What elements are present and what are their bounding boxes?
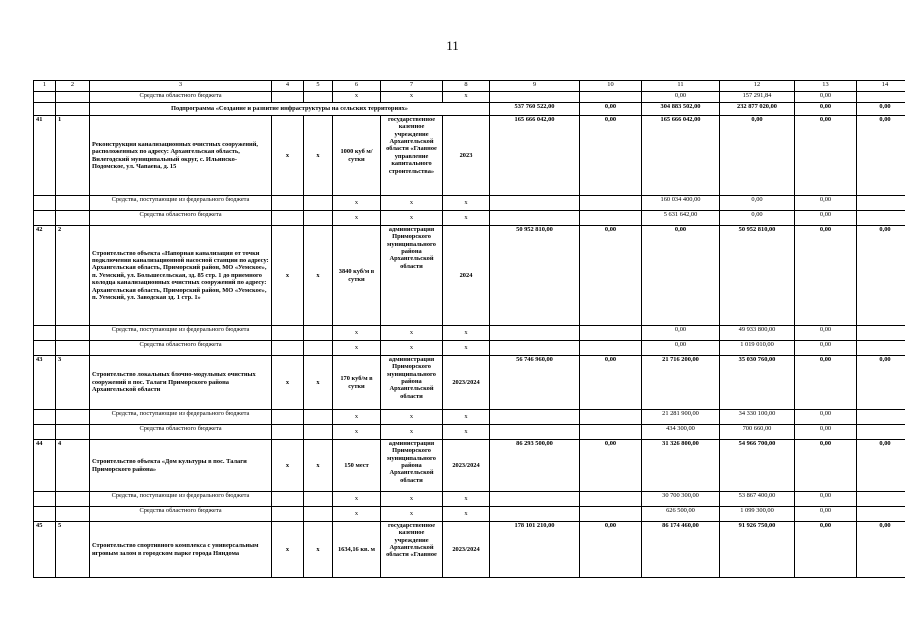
funding-row [34,425,905,440]
cell: 0,00 [720,116,795,196]
cell: x [333,211,381,226]
project-year: 2023/2024 [443,440,490,492]
project-row [34,356,905,410]
project-title: Строительство объекта «Дом культуры в пос. Талаги Приморского района» [90,440,272,492]
cell: x [381,326,443,341]
project-subnumber: 4 [56,440,90,492]
project-capacity: 1634,16 кв. м [333,522,381,578]
cell: 0,00 [580,103,642,116]
cell [304,341,333,356]
funding-label: Средства областного бюджета [90,92,272,103]
funding-row [34,211,905,226]
cell: 49 933 800,00 [720,326,795,341]
cell: 0,00 [857,356,905,410]
header-row [34,81,905,92]
funding-row [34,196,905,211]
cell: 0,00 [580,522,642,578]
cell: x [304,116,333,196]
col-header: 12 [720,81,795,92]
project-customer: администрация Приморского муниципального района Архангельской области [381,356,443,410]
cell [857,326,905,341]
cell: x [381,196,443,211]
cell [34,211,56,226]
col-header: 9 [490,81,580,92]
cell: 54 966 700,00 [720,440,795,492]
cell: x [333,341,381,356]
project-row [34,226,905,326]
cell: x [443,341,490,356]
project-title: Строительство локальных блочно-модульных очистных сооружений в пос. Талаги Приморского района Архангельской области [90,356,272,410]
cell [56,196,90,211]
cell: 537 760 522,00 [490,103,580,116]
cell: x [381,410,443,425]
cell [490,425,580,440]
cell: x [333,326,381,341]
project-subnumber: 3 [56,356,90,410]
cell [272,425,304,440]
cell: 165 666 042,00 [642,116,720,196]
cell [34,196,56,211]
cell: 0,00 [580,356,642,410]
cell: 21 716 200,00 [642,356,720,410]
project-number: 42 [34,226,56,326]
col-header: 8 [443,81,490,92]
cell: x [304,356,333,410]
funding-label: Средства, поступающие из федерального бюджета [90,410,272,425]
cell: 0,00 [720,211,795,226]
cell: x [443,326,490,341]
cell [580,410,642,425]
cell: x [443,425,490,440]
cell: 0,00 [795,116,857,196]
cell: x [381,92,443,103]
cell: 0,00 [795,410,857,425]
cell: 50 952 810,00 [490,226,580,326]
project-subnumber: 1 [56,116,90,196]
funding-row [34,326,905,341]
col-header: 14 [857,81,905,92]
col-header: 3 [90,81,272,92]
cell [272,326,304,341]
cell: 0,00 [580,226,642,326]
cell: 626 500,00 [642,507,720,522]
col-header: 1 [34,81,56,92]
cell: x [381,341,443,356]
cell [490,507,580,522]
cell [580,492,642,507]
cell [272,211,304,226]
cell [56,211,90,226]
funding-row [34,507,905,522]
cell: 0,00 [642,341,720,356]
cell: 0,00 [857,226,905,326]
cell: 0,00 [857,440,905,492]
cell [272,507,304,522]
project-customer: администрация Приморского муниципального района Архангельской области [381,226,443,326]
funding-row [34,92,905,103]
subprogram-row [34,103,905,116]
cell [304,507,333,522]
cell [857,492,905,507]
cell: 0,00 [642,226,720,326]
cell: 0,00 [795,507,857,522]
cell: 0,00 [857,103,905,116]
cell: 86 293 500,00 [490,440,580,492]
cell: 700 660,00 [720,425,795,440]
cell: x [304,226,333,326]
cell: 160 034 400,00 [642,196,720,211]
project-capacity: 170 куб/м в сутки [333,356,381,410]
project-number: 45 [34,522,56,578]
cell: 1 019 010,00 [720,341,795,356]
cell: 0,00 [795,425,857,440]
cell [56,425,90,440]
project-title: Реконструкция канализационных очистных сооружений, расположенных по адресу: Архангельская область, Вилегодский муниципальный округ, с. Ильинско-Подомское, ул. Чапаева, д. 15 [90,116,272,196]
cell [34,507,56,522]
cell: x [381,425,443,440]
cell [34,326,56,341]
cell: x [443,211,490,226]
cell [580,341,642,356]
cell [272,196,304,211]
funding-label: Средства, поступающие из федерального бюджета [90,196,272,211]
col-header: 10 [580,81,642,92]
cell: 0,00 [795,326,857,341]
cell [272,492,304,507]
cell: 0,00 [795,356,857,410]
cell [857,211,905,226]
cell: x [304,522,333,578]
cell: 86 174 460,00 [642,522,720,578]
cell: x [304,440,333,492]
cell [56,410,90,425]
funding-label: Средства, поступающие из федерального бюджета [90,492,272,507]
funding-label: Средства областного бюджета [90,425,272,440]
project-customer: администрация Приморского муниципального района Архангельской области [381,440,443,492]
cell: x [443,507,490,522]
cell: 0,00 [720,196,795,211]
cell: 53 867 400,00 [720,492,795,507]
cell: x [333,410,381,425]
cell [580,425,642,440]
funding-label: Средства областного бюджета [90,211,272,226]
cell: x [272,522,304,578]
cell: x [443,196,490,211]
cell [56,507,90,522]
funding-label: Средства областного бюджета [90,341,272,356]
cell [490,196,580,211]
col-header: 11 [642,81,720,92]
project-year: 2024 [443,226,490,326]
project-year: 2023/2024 [443,356,490,410]
cell [304,425,333,440]
cell: 0,00 [580,440,642,492]
project-customer: государственное казенное учреждение Архангельской области «Главное управление капитального строительства» [381,116,443,196]
cell: x [272,226,304,326]
cell: x [443,492,490,507]
cell: 50 952 810,00 [720,226,795,326]
cell [490,410,580,425]
cell: 1 099 300,00 [720,507,795,522]
col-header: 6 [333,81,381,92]
funding-row [34,341,905,356]
cell: 56 746 960,00 [490,356,580,410]
cell: 91 926 750,00 [720,522,795,578]
col-header: 7 [381,81,443,92]
funding-label: Средства областного бюджета [90,507,272,522]
col-header: 4 [272,81,304,92]
cell: x [333,196,381,211]
funding-label: Средства, поступающие из федерального бюджета [90,326,272,341]
col-header: 5 [304,81,333,92]
cell [490,492,580,507]
cell [857,425,905,440]
project-number: 41 [34,116,56,196]
cell: 0,00 [795,92,857,103]
cell [56,326,90,341]
cell: 157 291,84 [720,92,795,103]
col-header: 13 [795,81,857,92]
cell: 0,00 [642,326,720,341]
cell [857,341,905,356]
cell [304,410,333,425]
cell: 0,00 [795,103,857,116]
project-capacity: 150 мест [333,440,381,492]
project-number: 44 [34,440,56,492]
cell: 31 326 800,00 [642,440,720,492]
program-table [33,80,905,578]
cell: 34 330 100,00 [720,410,795,425]
cell [304,196,333,211]
cell: x [272,356,304,410]
project-capacity: 3840 куб/м в сутки [333,226,381,326]
project-subnumber: 5 [56,522,90,578]
cell [56,341,90,356]
cell [490,211,580,226]
cell: 0,00 [580,116,642,196]
cell [580,211,642,226]
project-subnumber: 2 [56,226,90,326]
funding-row [34,492,905,507]
cell: 0,00 [795,341,857,356]
cell: 35 030 760,00 [720,356,795,410]
cell: 0,00 [795,211,857,226]
cell: 0,00 [795,226,857,326]
cell [857,507,905,522]
project-capacity: 1000 куб м/сутки [333,116,381,196]
cell: x [381,507,443,522]
cell [304,492,333,507]
cell: 0,00 [795,522,857,578]
cell [304,326,333,341]
cell: 165 666 042,00 [490,116,580,196]
cell: x [381,211,443,226]
cell [580,507,642,522]
subprogram-title: Подпрограмма «Создание и развитие инфраструктуры на сельских территориях» [90,103,490,116]
cell [272,410,304,425]
cell [34,492,56,507]
cell [580,196,642,211]
cell: 0,00 [642,92,720,103]
cell: 21 281 900,00 [642,410,720,425]
project-row [34,116,905,196]
cell: 434 300,00 [642,425,720,440]
cell [490,326,580,341]
cell [272,341,304,356]
cell: x [381,492,443,507]
cell: x [333,507,381,522]
cell [304,211,333,226]
project-year: 2023 [443,116,490,196]
cell [857,410,905,425]
cell: 5 631 642,00 [642,211,720,226]
cell: x [333,492,381,507]
cell: 232 877 020,00 [720,103,795,116]
cell: x [272,440,304,492]
cell: 30 700 300,00 [642,492,720,507]
cell [857,196,905,211]
cell [580,326,642,341]
page-number: 11 [446,38,459,53]
project-title: Строительство спортивного комплекса с универсальным игровым залом в городском парке города Няндома [90,522,272,578]
project-row [34,440,905,492]
cell: 0,00 [795,492,857,507]
cell [490,341,580,356]
cell: 0,00 [795,440,857,492]
cell: x [333,92,381,103]
cell: 0,00 [857,116,905,196]
cell [34,410,56,425]
cell: 0,00 [795,196,857,211]
funding-row [34,410,905,425]
project-row [34,522,905,578]
project-year: 2023/2024 [443,522,490,578]
cell: x [443,92,490,103]
col-header: 2 [56,81,90,92]
cell [34,341,56,356]
cell: x [272,116,304,196]
project-customer: государственное казенное учреждение Архангельской области «Главное [381,522,443,578]
cell: 178 101 210,00 [490,522,580,578]
project-number: 43 [34,356,56,410]
cell: x [443,410,490,425]
project-title: Строительство объекта «Напорная канализация от точки подключения канализационной насосной станции по адресу: Архангельская область, Приморский район, МО «Уемское», п. Уемский, ул. Большесельская, зд. 85 стр. 1 до приемного колодца канализационных очистных сооружений по адресу: Архангельская область, Приморский район, МО «Уемское», п. Уемский, ул. Заводская зд. 1 стр. 1» [90,226,272,326]
cell [56,492,90,507]
cell: 304 883 502,00 [642,103,720,116]
cell: 0,00 [857,522,905,578]
cell: x [333,425,381,440]
cell [34,425,56,440]
